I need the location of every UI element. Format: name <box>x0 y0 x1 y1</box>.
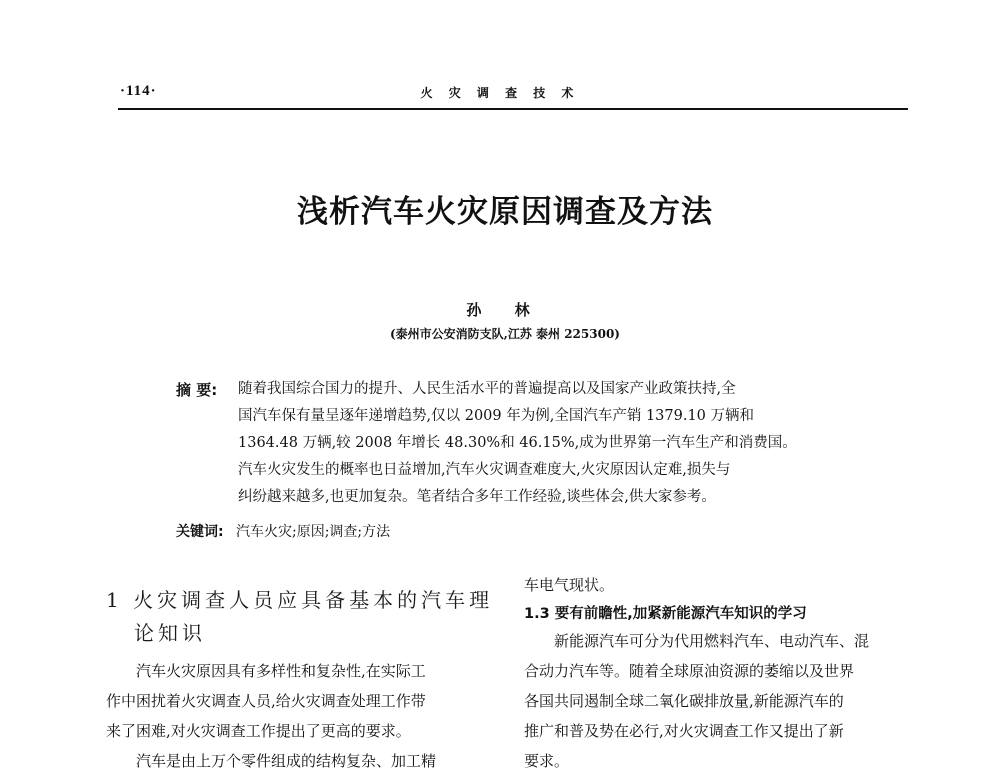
abstract-line-2: 国汽车保有量呈逐年递增趋势,仅以 2009 年为例,全国汽车产销 1379.10 万辆和 <box>238 408 755 424</box>
section-heading-1: 1 火灾调查人员应具备基本的汽车理 <box>106 588 494 612</box>
right-paragraph-line-4: 推广和普及势在必行,对火灾调查工作又提出了新 <box>524 722 844 740</box>
abstract-line-1: 随着我国综合国力的提升、人民生活水平的普遍提高以及国家产业政策扶持,全 <box>238 381 736 397</box>
abstract-line-3: 1364.48 万辆,较 2008 年增长 48.30%和 46.15%,成为世界第一汽车生产和消费国。 <box>238 435 797 451</box>
right-continued-text: 车电气现状。 <box>524 576 615 594</box>
left-paragraph-2-partial: 汽车是由上万个零件组成的结构复杂、加工精 <box>136 752 437 770</box>
journal-name: 火 灾 调 查 技 术 <box>420 86 580 100</box>
abstract-label: 摘 要: <box>176 381 218 399</box>
article-title: 浅析汽车火灾原因调查及方法 <box>297 194 713 230</box>
author-name: 孙 林 <box>466 301 544 319</box>
right-paragraph-line-1: 新能源汽车可分为代用燃料汽车、电动汽车、混 <box>554 632 870 650</box>
keywords-label: 关键词: <box>176 524 224 540</box>
page-number: ·114· <box>120 83 157 99</box>
section-heading-1-cont: 论知识 <box>134 621 206 645</box>
abstract-line-5: 纠纷越来越多,也更加复杂。笔者结合多年工作经验,谈些体会,供大家参考。 <box>238 489 716 505</box>
right-paragraph-line-2: 合动力汽车等。随着全球原油资源的萎缩以及世界 <box>524 662 855 680</box>
left-paragraph-line-2: 作中困扰着火灾调查人员,给火灾调查处理工作带 <box>106 692 426 710</box>
author-affiliation: (泰州市公安消防支队,江苏 泰州 225300) <box>390 327 620 341</box>
keywords-value: 汽车火灾;原因;调查;方法 <box>236 524 391 540</box>
left-paragraph-line-1: 汽车火灾原因具有多样性和复杂性,在实际工 <box>136 662 426 680</box>
header-rule <box>118 108 908 110</box>
subsection-heading-1-3: 1.3 要有前瞻性,加紧新能源汽车知识的学习 <box>524 606 807 622</box>
right-paragraph-line-5: 要求。 <box>524 752 570 770</box>
abstract-line-4: 汽车火灾发生的概率也日益增加,汽车火灾调查难度大,火灾原因认定难,损失与 <box>238 462 731 478</box>
left-paragraph-line-3: 来了困难,对火灾调查工作提出了更高的要求。 <box>106 722 411 740</box>
right-paragraph-line-3: 各国共同遏制全球二氧化碳排放量,新能源汽车的 <box>524 692 844 710</box>
